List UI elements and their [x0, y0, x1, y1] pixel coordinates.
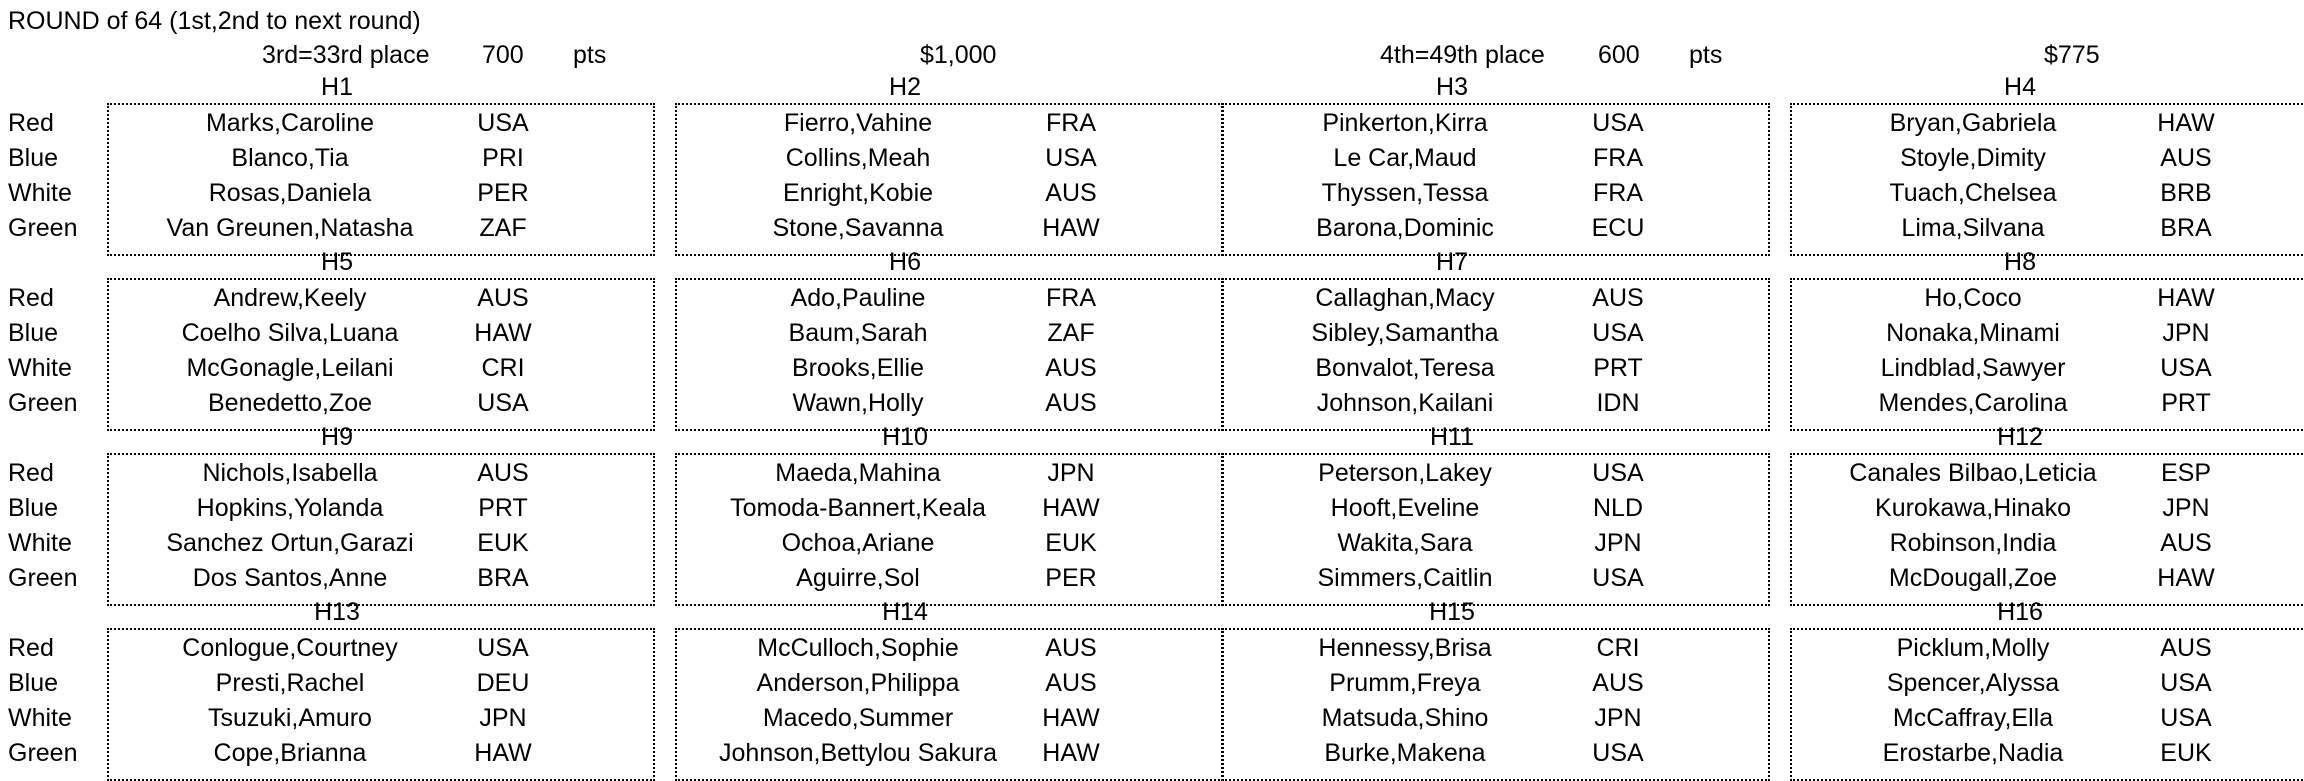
surfer-name: Barona,Dominic [1316, 214, 1494, 242]
surfer-country: EUK [477, 529, 529, 557]
surfer-country: JPN [479, 704, 527, 732]
surfer-country: USA [477, 109, 529, 137]
surfer-name: Anderson,Philippa [756, 669, 960, 697]
surfer-country: HAW [1042, 739, 1100, 767]
surfer-country: USA [1592, 319, 1644, 347]
surfer-name: Lima,Silvana [1901, 214, 2045, 242]
points-unit-right: pts [1689, 41, 1723, 69]
surfer-country: USA [1045, 144, 1097, 172]
heat-label: H2 [889, 73, 921, 101]
surfer-country: HAW [474, 319, 532, 347]
heat-label: H4 [2004, 73, 2036, 101]
surfer-name: Sanchez Ortun,Garazi [166, 529, 414, 557]
surfer-name: Le Car,Maud [1333, 144, 1477, 172]
surfer-country: HAW [1042, 214, 1100, 242]
surfer-country: ZAF [479, 214, 527, 242]
surfer-country: AUS [477, 284, 529, 312]
surfer-name: Johnson,Bettylou Sakura [719, 739, 997, 767]
surfer-name: Cope,Brianna [213, 739, 367, 767]
jersey-color-label: Green [8, 739, 78, 767]
surfer-country: USA [2160, 354, 2212, 382]
surfer-name: Canales Bilbao,Leticia [1849, 459, 2097, 487]
surfer-country: BRA [2160, 214, 2212, 242]
points-right: 600 [1598, 41, 1640, 69]
surfer-country: ECU [1591, 214, 1645, 242]
surfer-country: DEU [476, 669, 530, 697]
surfer-country: CRI [1596, 634, 1640, 662]
jersey-color-label: Green [8, 214, 78, 242]
surfer-country: AUS [1592, 284, 1644, 312]
surfer-country: FRA [1046, 109, 1096, 137]
points-unit-left: pts [573, 41, 607, 69]
surfer-name: Pinkerton,Kirra [1322, 109, 1488, 137]
surfer-name: Blanco,Tia [231, 144, 349, 172]
surfer-country: USA [1592, 739, 1644, 767]
place-range-left: 3rd=33rd place [262, 41, 430, 69]
prize-left: $1,000 [920, 41, 997, 69]
surfer-name: Thyssen,Tessa [1321, 179, 1489, 207]
surfer-country: JPN [1594, 704, 1642, 732]
surfer-country: PER [477, 179, 529, 207]
heat-label: H6 [889, 248, 921, 276]
surfer-country: HAW [1042, 704, 1100, 732]
heat-label: H9 [321, 423, 353, 451]
surfer-name: Brooks,Ellie [792, 354, 924, 382]
surfer-country: AUS [1592, 669, 1644, 697]
surfer-name: Wawn,Holly [792, 389, 924, 417]
jersey-color-label: Red [8, 284, 54, 312]
surfer-country: USA [2160, 704, 2212, 732]
surfer-name: Aguirre,Sol [796, 564, 920, 592]
surfer-name: Nonaka,Minami [1886, 319, 2060, 347]
surfer-name: Callaghan,Macy [1315, 284, 1495, 312]
heat-label: H7 [1436, 248, 1468, 276]
surfer-name: Tuach,Chelsea [1889, 179, 2057, 207]
jersey-color-label: Blue [8, 669, 59, 697]
jersey-color-label: White [8, 179, 72, 207]
jersey-color-label: White [8, 704, 72, 732]
surfer-name: Hennessy,Brisa [1318, 634, 1492, 662]
surfer-name: Maeda,Mahina [775, 459, 941, 487]
heat-label: H5 [321, 248, 353, 276]
surfer-country: ZAF [1047, 319, 1095, 347]
surfer-country: PRT [1593, 354, 1643, 382]
surfer-country: AUS [1045, 389, 1097, 417]
surfer-country: PER [1045, 564, 1097, 592]
surfer-name: Burke,Makena [1324, 739, 1486, 767]
surfer-name: Nichols,Isabella [202, 459, 378, 487]
surfer-country: BRB [2160, 179, 2212, 207]
page-title: ROUND of 64 (1st,2nd to next round) [8, 7, 421, 35]
surfer-country: FRA [1593, 179, 1643, 207]
surfer-country: USA [2160, 669, 2212, 697]
heat-label: H16 [1997, 598, 2043, 626]
surfer-name: Baum,Sarah [788, 319, 928, 347]
surfer-country: USA [1592, 109, 1644, 137]
surfer-name: Stoyle,Dimity [1900, 144, 2046, 172]
surfer-name: Tsuzuki,Amuro [208, 704, 372, 732]
surfer-name: Fierro,Vahine [783, 109, 933, 137]
jersey-color-label: Green [8, 389, 78, 417]
surfer-name: Ochoa,Ariane [781, 529, 935, 557]
surfer-name: Robinson,India [1889, 529, 2057, 557]
surfer-name: McDougall,Zoe [1888, 564, 2058, 592]
surfer-country: USA [1592, 564, 1644, 592]
surfer-country: USA [477, 389, 529, 417]
surfer-country: JPN [1047, 459, 1095, 487]
surfer-country: JPN [1594, 529, 1642, 557]
surfer-country: AUS [1045, 354, 1097, 382]
surfer-country: BRA [477, 564, 529, 592]
jersey-color-label: Blue [8, 494, 59, 522]
surfer-country: NLD [1592, 494, 1643, 522]
surfer-name: Coelho Silva,Luana [181, 319, 399, 347]
points-left: 700 [482, 41, 524, 69]
surfer-name: Hooft,Eveline [1330, 494, 1480, 522]
heat-label: H1 [321, 73, 353, 101]
surfer-name: Ho,Coco [1924, 284, 2022, 312]
surfer-name: Ado,Pauline [790, 284, 926, 312]
surfer-country: PRT [478, 494, 528, 522]
surfer-name: Spencer,Alyssa [1886, 669, 2060, 697]
heat-label: H14 [882, 598, 928, 626]
heat-label: H11 [1429, 423, 1474, 451]
surfer-name: Mendes,Carolina [1878, 389, 2068, 417]
jersey-color-label: White [8, 529, 72, 557]
jersey-color-label: Red [8, 634, 54, 662]
surfer-name: Wakita,Sara [1337, 529, 1473, 557]
surfer-country: FRA [1593, 144, 1643, 172]
heat-label: H15 [1429, 598, 1475, 626]
surfer-name: Hopkins,Yolanda [196, 494, 384, 522]
surfer-name: Benedetto,Zoe [207, 389, 372, 417]
jersey-color-label: Red [8, 109, 54, 137]
surfer-name: Bryan,Gabriela [1889, 109, 2057, 137]
surfer-country: ESP [2160, 459, 2212, 487]
surfer-country: AUS [1045, 634, 1097, 662]
surfer-name: Enright,Kobie [782, 179, 934, 207]
surfer-name: Johnson,Kailani [1316, 389, 1494, 417]
jersey-color-label: White [8, 354, 72, 382]
heat-label: H8 [2004, 248, 2036, 276]
surfer-name: Kurokawa,Hinako [1875, 494, 2071, 522]
surfer-name: Matsuda,Shino [1321, 704, 1489, 732]
surfer-name: Stone,Savanna [772, 214, 944, 242]
surfer-name: McCaffray,Ella [1892, 704, 2054, 732]
jersey-color-label: Blue [8, 144, 59, 172]
surfer-name: Lindblad,Sawyer [1880, 354, 2066, 382]
surfer-name: McCulloch,Sophie [757, 634, 959, 662]
prize-right: $775 [2044, 41, 2100, 69]
surfer-country: HAW [1042, 494, 1100, 522]
surfer-name: Bonvalot,Teresa [1315, 354, 1495, 382]
surfer-name: Dos Santos,Anne [192, 564, 388, 592]
surfer-country: USA [477, 634, 529, 662]
surfer-country: EUK [1045, 529, 1097, 557]
surfer-country: CRI [481, 354, 525, 382]
jersey-color-label: Blue [8, 319, 59, 347]
surfer-country: EUK [2160, 739, 2212, 767]
surfer-name: Conlogue,Courtney [182, 634, 398, 662]
surfer-country: AUS [477, 459, 529, 487]
surfer-country: USA [1592, 459, 1644, 487]
surfer-country: AUS [2160, 634, 2212, 662]
surfer-country: JPN [2162, 319, 2210, 347]
surfer-name: Prumm,Freya [1329, 669, 1481, 697]
surfer-country: PRI [482, 144, 524, 172]
jersey-color-label: Red [8, 459, 54, 487]
surfer-name: Sibley,Samantha [1311, 319, 1499, 347]
surfer-country: IDN [1596, 389, 1640, 417]
heat-label: H10 [882, 423, 928, 451]
surfer-country: HAW [2157, 109, 2215, 137]
surfer-name: Van Greunen,Natasha [166, 214, 414, 242]
surfer-name: Erostarbe,Nadia [1882, 739, 2064, 767]
surfer-country: HAW [474, 739, 532, 767]
surfer-name: Marks,Caroline [205, 109, 375, 137]
surfer-name: Rosas,Daniela [208, 179, 372, 207]
surfer-country: AUS [2160, 529, 2212, 557]
surfer-name: Andrew,Keely [213, 284, 367, 312]
surfer-country: AUS [1045, 179, 1097, 207]
heat-label: H12 [1997, 423, 2043, 451]
surfer-name: Tomoda-Bannert,Keala [730, 494, 986, 522]
surfer-name: Simmers,Caitlin [1317, 564, 1493, 592]
heat-label: H13 [314, 598, 360, 626]
surfer-name: Presti,Rachel [215, 669, 365, 697]
surfer-country: HAW [2157, 284, 2215, 312]
surfer-country: JPN [2162, 494, 2210, 522]
surfer-country: PRT [2161, 389, 2211, 417]
place-range-right: 4th=49th place [1380, 41, 1545, 69]
heat-label: H3 [1436, 73, 1468, 101]
surfer-name: Collins,Meah [785, 144, 931, 172]
jersey-color-label: Green [8, 564, 78, 592]
surfer-country: AUS [1045, 669, 1097, 697]
surfer-name: Macedo,Summer [762, 704, 954, 732]
surfer-country: FRA [1046, 284, 1096, 312]
surfer-country: HAW [2157, 564, 2215, 592]
surfer-country: AUS [2160, 144, 2212, 172]
surfer-name: Peterson,Lakey [1318, 459, 1492, 487]
surfer-name: Picklum,Molly [1896, 634, 2050, 662]
surfer-name: McGonagle,Leilani [186, 354, 394, 382]
